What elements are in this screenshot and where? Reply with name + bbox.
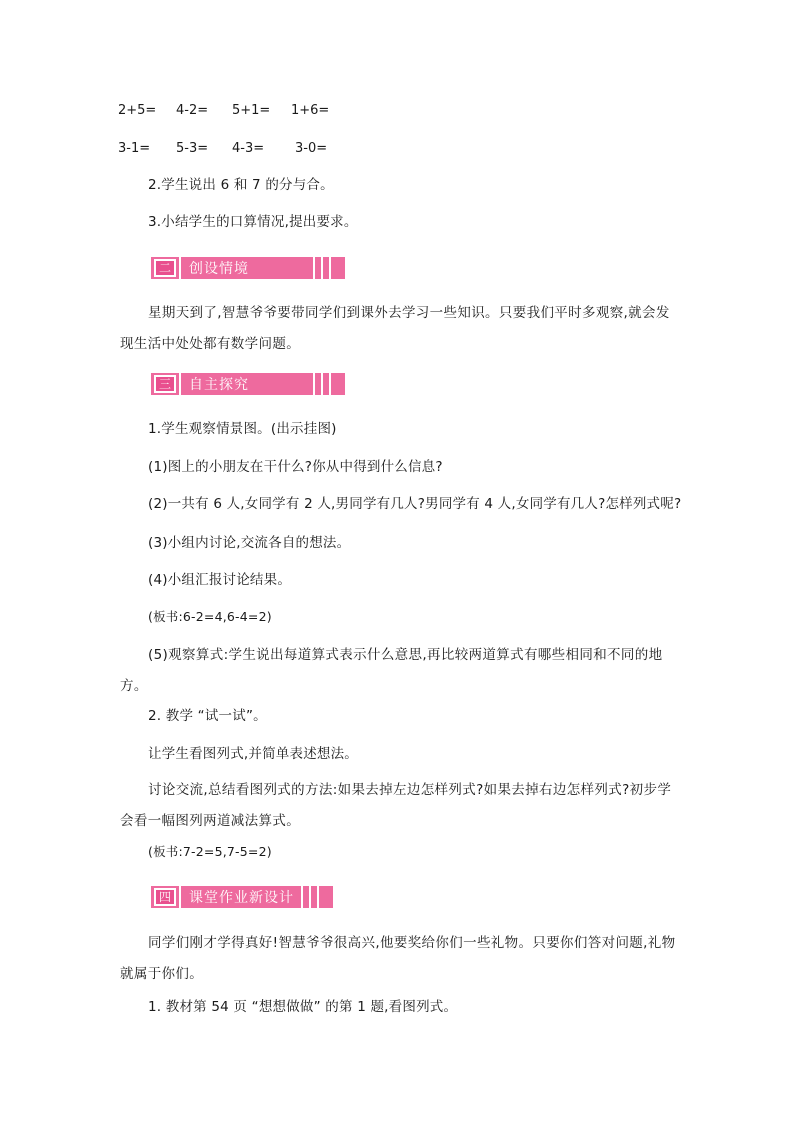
paragraph-intro: 星期天到了,智慧爷爷要带同学们到课外去学习一些知识。只要我们平时多观察,就会发现生活中处处都有数学问题。	[120, 305, 670, 352]
calc-1plus6: 1+6=	[291, 103, 330, 118]
homework-item-1: 1. 教材第 54 页 “想想做做” 的第 1 题,看图列式。	[148, 999, 458, 1015]
section-number-3: 三	[154, 375, 176, 393]
calc-4minus3: 4-3=	[232, 141, 265, 156]
board-note-1: (板书:6-2=4,6-4=2)	[148, 609, 272, 624]
section-number-2: 二	[154, 259, 176, 277]
explore-step-1: 1.学生观察情景图。(出示挂图)	[148, 421, 337, 437]
paragraph-discussion: 讨论交流,总结看图列式的方法:如果去掉左边怎样列式?如果去掉右边怎样列式?初步学会看一幅图列两道减法算式。	[120, 782, 672, 829]
paragraph-observe: (5)观察算式:学生说出每道算式表示什么意思,再比较两道算式有哪些相同和不同的地方。	[120, 647, 663, 694]
section-title-3: 自主探究	[189, 377, 249, 393]
explore-question-4: (4)小组汇报讨论结果。	[148, 572, 292, 588]
explore-question-1: (1)图上的小朋友在干什么?你从中得到什么信息?	[148, 459, 443, 475]
paragraph-reward: 同学们刚才学得真好!智慧爷爷很高兴,他要奖给你们一些礼物。只要你们答对问题,礼物就属于你们。	[120, 935, 676, 982]
calc-5minus3: 5-3=	[176, 141, 209, 156]
section-banner-4	[151, 886, 333, 908]
section-title-4: 课堂作业新设计	[189, 890, 294, 906]
calc-3minus0: 3-0=	[295, 141, 328, 156]
section-banner-2	[151, 257, 345, 279]
explore-question-3: (3)小组内讨论,交流各自的想法。	[148, 535, 351, 551]
section-title-2: 创设情境	[189, 261, 249, 277]
teach-try-line: 2. 教学 “试一试”。	[148, 708, 267, 724]
explore-question-2: (2)一共有 6 人,女同学有 2 人,男同学有几人?男同学有 4 人,女同学有几人?怎样列式呢?	[148, 496, 682, 512]
section-number-4: 四	[154, 888, 176, 906]
calc-2plus5: 2+5=	[118, 103, 157, 118]
calc-4minus2: 4-2=	[176, 103, 209, 118]
step-3-line: 3.小结学生的口算情况,提出要求。	[148, 214, 358, 230]
board-note-2: (板书:7-2=5,7-5=2)	[148, 844, 272, 859]
calc-3minus1: 3-1=	[118, 141, 151, 156]
step-2-line: 2.学生说出 6 和 7 的分与合。	[148, 177, 334, 193]
look-and-write-line: 让学生看图列式,并简单表述想法。	[148, 746, 358, 762]
section-banner-3	[151, 373, 345, 395]
calc-5plus1: 5+1=	[232, 103, 271, 118]
